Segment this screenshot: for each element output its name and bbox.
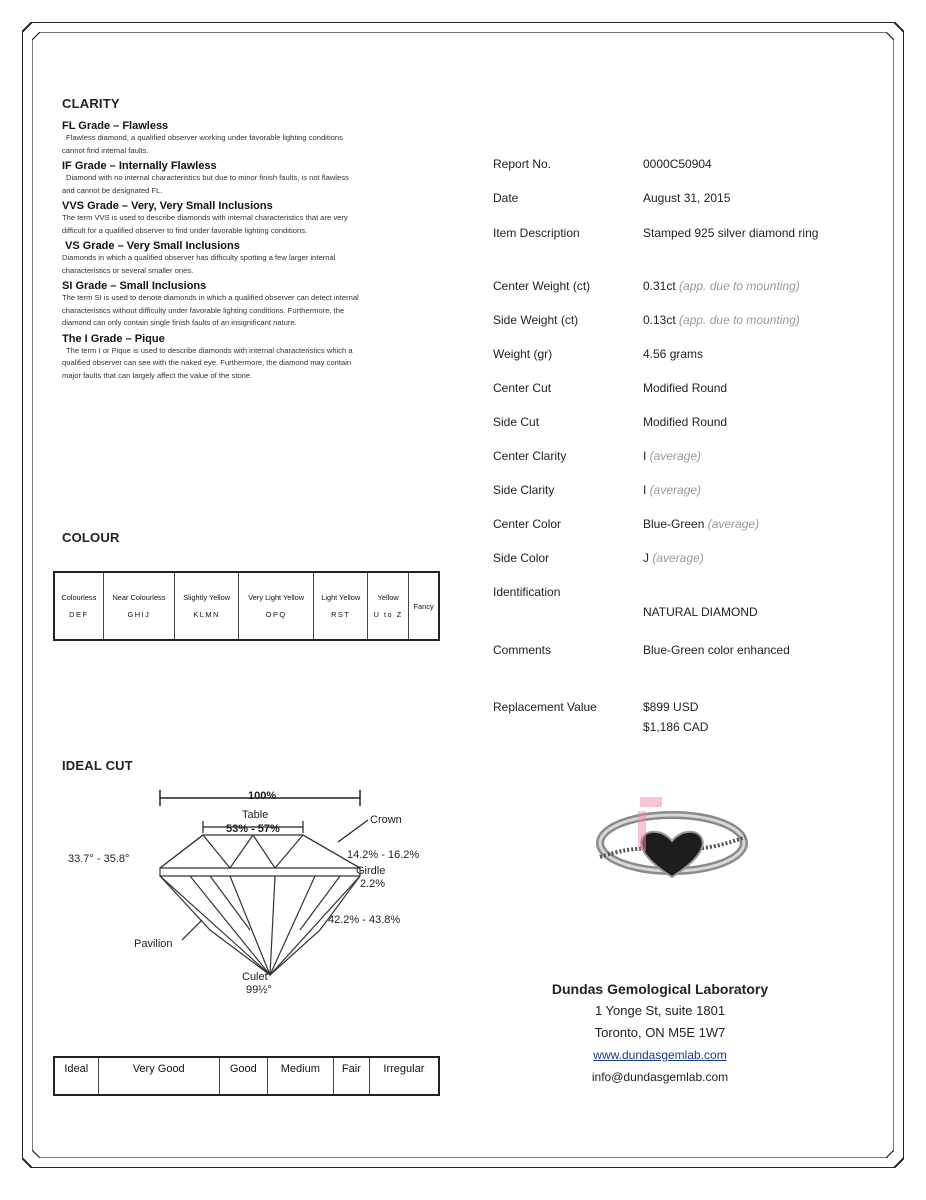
value-text: 0.31ct (643, 279, 676, 293)
total-width-label: 100% (248, 790, 277, 802)
row-label: Center Weight (ct) (493, 279, 591, 293)
row-label: Date (493, 191, 519, 205)
colour-label: Slightly Yellow (183, 593, 231, 602)
value-text: NATURAL DIAMOND (643, 605, 758, 619)
value-text: I (643, 449, 647, 463)
colour-cell (103, 572, 175, 640)
lab-address-1: 1 Yonge St, suite 1801 (594, 1003, 726, 1018)
report-row (493, 585, 883, 603)
value-text: Stamped 925 silver diamond ring (643, 226, 819, 240)
pavilion-pointer (182, 920, 202, 940)
row-value (643, 449, 701, 463)
grade-fl-desc-1: Flawless diamond, a qualified observer working under favorable lighting conditions (66, 133, 343, 142)
value-text: Blue-Green color enhanced (643, 643, 790, 657)
value-note: (average) (646, 449, 702, 463)
cut-grade-cell: Very Good (98, 1057, 219, 1095)
report-row (493, 449, 883, 467)
crown-pointer (338, 820, 368, 842)
value-text: 4.56 grams (643, 347, 704, 361)
row-value (643, 347, 703, 361)
report-row (493, 347, 883, 365)
row-label: Center Color (493, 517, 562, 531)
clarity-heading: CLARITY (62, 96, 120, 111)
colour-label: Very Light Yellow (248, 593, 305, 602)
row-value (643, 605, 758, 619)
report-row (493, 551, 883, 569)
row-value (643, 700, 698, 714)
row-value (643, 483, 701, 497)
colour-cell (314, 572, 368, 640)
row-label: Identification (493, 585, 561, 599)
row-label: Weight (gr) (493, 347, 553, 361)
colour-label: Light Yellow (321, 593, 361, 602)
colour-range: GHIJ (127, 610, 151, 619)
colour-scale-table (53, 571, 440, 641)
row-value (643, 381, 727, 395)
lab-website-link[interactable]: www.dundasgemlab.com (593, 1048, 727, 1062)
colour-label: Yellow (377, 593, 399, 602)
grade-fl-title: FL Grade – Flawless (62, 120, 169, 132)
colour-range: KLMN (193, 610, 220, 619)
pavilion-label: Pavilion (134, 938, 173, 950)
row-label: Side Cut (493, 415, 540, 429)
grade-vvs-desc-1: The term VVS is used to describe diamonds with internal characteristics that are very (62, 213, 348, 222)
culet-pct-label: 99½° (246, 984, 272, 996)
row-label: Side Color (493, 551, 550, 565)
clarity-section (62, 96, 442, 382)
colour-label: Fancy (413, 601, 434, 611)
row-value (643, 279, 800, 293)
colour-heading: COLOUR (62, 530, 120, 545)
colour-range: OPQ (265, 610, 287, 619)
report-row (493, 279, 883, 297)
girdle-pct-label: 2.2% (360, 878, 386, 890)
value-note: (average) (704, 517, 760, 531)
value-note: (app. due to mounting) (675, 279, 800, 293)
value-text: 0000C50904 (643, 157, 712, 171)
value-note: (average) (646, 483, 702, 497)
row-value (643, 517, 759, 531)
value-text: I (643, 483, 647, 497)
grade-if-desc-2: and cannot be designated FL. (62, 185, 163, 195)
row-value (643, 551, 704, 565)
colour-cell (239, 572, 314, 640)
pavilion-depth-label: 42.2% - 43.8% (328, 914, 401, 926)
grade-si-desc-3: diamond can only contain single finish faults of an insignificant nature. (62, 318, 297, 327)
crown-label: Crown (370, 814, 402, 826)
colour-cell (175, 572, 239, 640)
report-row (493, 605, 883, 623)
colour-range: U to Z (373, 610, 403, 619)
colour-label: Near Colourless (112, 593, 166, 602)
report-row (493, 157, 883, 175)
grade-i-title: The I Grade – Pique (62, 332, 165, 345)
grade-vs-desc-1: Diamonds in which a qualified observer has difficulty spotting a few larger internal (62, 253, 336, 262)
colour-cell (409, 572, 439, 640)
report-row (493, 191, 883, 209)
report-row (493, 313, 883, 331)
row-value (643, 191, 730, 205)
grade-vs-title: VS Grade – Very Small Inclusions (65, 240, 240, 252)
diamond-outline (160, 835, 360, 975)
value-text: August 31, 2015 (643, 191, 731, 205)
cut-grade-cell: Good (219, 1057, 267, 1095)
lab-email[interactable]: info@dundasgemlab.com (591, 1070, 729, 1084)
report-row (493, 643, 883, 661)
row-value (643, 643, 790, 657)
cut-grade-cell: Ideal (54, 1057, 98, 1095)
value-text: 0.13ct (643, 313, 676, 327)
colour-range: RST (331, 610, 351, 619)
colour-cell (368, 572, 409, 640)
value-note: (average) (649, 551, 704, 565)
row-label: Side Weight (ct) (493, 313, 579, 327)
grade-si-title: SI Grade – Small Inclusions (62, 280, 207, 292)
row-value (643, 720, 708, 734)
report-row (493, 720, 883, 738)
report-row (493, 700, 883, 718)
grade-i-desc-1: The term I or Pique is used to describe diamonds with internal characteristics which a (66, 345, 353, 355)
row-value (643, 415, 727, 429)
row-value (643, 313, 800, 327)
value-text: J (643, 551, 649, 565)
report-row (493, 483, 883, 501)
row-label: Center Cut (493, 381, 552, 395)
grade-fl-desc-2: cannot find internal faults. (62, 145, 149, 155)
cut-grade-cell: Irregular (369, 1057, 439, 1095)
grade-vs-desc-2: characteristics or several smaller ones. (62, 265, 194, 275)
row-label: Side Clarity (493, 483, 555, 497)
grade-si-desc-2: characteristics without difficulty under favorable lighting conditions. Furthermore, the (62, 305, 345, 315)
ideal-cut-heading: IDEAL CUT (62, 758, 133, 773)
value-text: Modified Round (643, 381, 728, 395)
lab-info (480, 978, 840, 1088)
row-value (643, 226, 818, 240)
row-value (643, 157, 712, 171)
lab-address-2: Toronto, ON M5E 1W7 (594, 1025, 726, 1040)
report-row (493, 381, 883, 399)
value-text: $1,186 CAD (643, 720, 709, 734)
cut-grade-cell: Fair (333, 1057, 369, 1095)
ideal-cut-diagram (60, 780, 440, 1000)
grade-si-desc-1: The term SI is used to denote diamonds in which a qualified observer can detect internal (62, 293, 359, 302)
crown-angle-label: 33.7° - 35.8° (68, 853, 130, 865)
grade-i-desc-2: qualified observer can see with the naked eye. Furthermore, the diamond may contain (62, 358, 352, 367)
grade-vvs-title: VVS Grade – Very, Very Small Inclusions (62, 200, 273, 212)
value-note: (app. due to mounting) (675, 313, 800, 327)
grade-if-desc-1: Diamond with no internal characteristics but due to minor finish faults, is not flawless (66, 173, 349, 182)
ring-photo (590, 795, 755, 895)
value-text: Modified Round (643, 415, 728, 429)
crown-height-label: 14.2% - 16.2% (347, 849, 420, 861)
report-row (493, 517, 883, 535)
grade-if-title: IF Grade – Internally Flawless (62, 160, 217, 172)
grade-i-desc-3: major faults that can largely affect the value of the stone. (62, 370, 253, 380)
colour-cell (54, 572, 103, 640)
lab-name: Dundas Gemological Laboratory (551, 981, 769, 997)
cut-grade-table (53, 1056, 440, 1096)
value-text: $899 USD (643, 700, 699, 714)
row-label: Report No. (493, 157, 552, 171)
girdle-label: Girdle (356, 865, 386, 877)
grade-vvs-desc-2: difficult for a qualified observer to find under favorable lighting conditions. (62, 225, 308, 235)
report-row (493, 415, 883, 433)
cut-grade-cell: Medium (267, 1057, 333, 1095)
report-row (493, 226, 883, 244)
row-label: Center Clarity (493, 449, 567, 463)
table-range-label: 53% - 57% (226, 823, 280, 835)
colour-label: Colourless (61, 593, 97, 602)
row-label: Item Description (493, 226, 580, 240)
value-text: Blue-Green (643, 517, 705, 531)
colour-range: DEF (69, 610, 89, 619)
culet-label: Culet (242, 971, 268, 983)
table-label: Table (242, 809, 269, 821)
row-label: Comments (493, 643, 552, 657)
row-label: Replacement Value (493, 700, 597, 714)
